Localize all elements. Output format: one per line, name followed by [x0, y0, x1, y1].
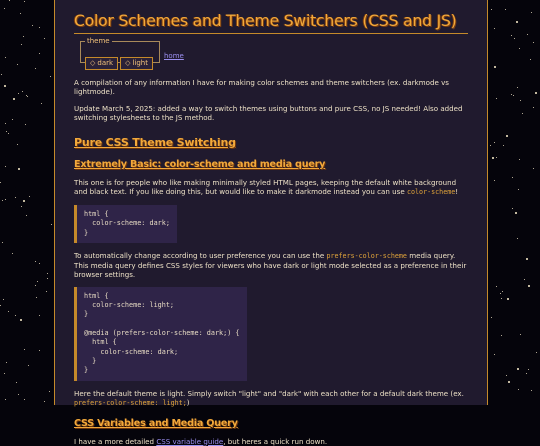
star	[5, 399, 6, 400]
star	[50, 76, 51, 77]
star	[494, 180, 495, 181]
star	[520, 334, 521, 335]
star	[519, 48, 520, 49]
paragraph-prefers-color-scheme	[74, 251, 468, 279]
star	[508, 381, 510, 383]
star	[41, 103, 42, 104]
text: I have a more detailed	[74, 436, 157, 446]
star	[20, 319, 22, 321]
star	[515, 212, 517, 214]
star	[15, 197, 16, 198]
star	[39, 53, 40, 54]
star	[39, 27, 40, 28]
star	[29, 196, 30, 197]
star	[22, 91, 23, 92]
star	[518, 389, 519, 390]
star	[20, 13, 21, 14]
paragraph-variables	[74, 437, 468, 446]
star	[49, 391, 50, 392]
star	[2, 200, 3, 201]
light-theme-label: light	[132, 59, 148, 67]
star	[492, 157, 494, 159]
star	[1, 74, 2, 75]
star	[506, 375, 507, 376]
text: Here the default theme is light. Simply switch "light" and "dark" with each other for a default dark theme (ex.	[74, 388, 464, 398]
star	[2, 242, 3, 243]
star	[35, 285, 36, 286]
star	[6, 131, 7, 132]
star	[531, 390, 532, 391]
star	[519, 159, 520, 160]
star	[494, 142, 495, 143]
star	[4, 373, 5, 374]
subheading-basic: Extremely Basic: color-scheme and media query	[74, 159, 326, 170]
star	[517, 87, 518, 88]
star	[502, 291, 503, 292]
star	[501, 335, 502, 336]
star	[496, 286, 497, 287]
star	[44, 401, 45, 402]
star	[535, 92, 537, 94]
star	[24, 349, 25, 350]
star	[505, 9, 506, 10]
star	[4, 8, 5, 9]
star	[3, 299, 4, 300]
star	[4, 85, 6, 87]
star	[17, 64, 18, 65]
main-content	[54, 0, 488, 446]
star	[512, 208, 513, 209]
star	[530, 59, 531, 60]
star	[24, 1, 25, 2]
star	[18, 168, 20, 170]
star	[32, 25, 33, 26]
star	[35, 261, 36, 262]
star	[16, 382, 17, 383]
star	[491, 317, 492, 318]
star	[5, 123, 6, 124]
star	[23, 36, 24, 37]
star	[37, 281, 38, 282]
star	[46, 291, 47, 292]
text: !	[455, 187, 459, 196]
star	[526, 373, 527, 374]
star	[21, 44, 22, 45]
star	[496, 98, 497, 99]
star	[25, 124, 26, 125]
star	[503, 145, 504, 146]
text: , but heres a quick run down.	[223, 436, 328, 446]
star	[5, 166, 6, 167]
dark-theme-label: dark	[97, 59, 114, 67]
star	[501, 298, 502, 299]
star	[13, 98, 15, 100]
star	[5, 199, 6, 200]
star	[24, 399, 25, 400]
star	[8, 311, 9, 312]
diamond-icon: ◇	[90, 59, 96, 67]
star	[8, 133, 9, 134]
star	[39, 350, 40, 351]
text: This one is for people who like making minimally styled HTML pages, keeping the default white background and black text. If you like doing this, but would like to make it darkmode instead you can use	[74, 178, 457, 196]
star	[9, 0, 10, 1]
star	[51, 224, 52, 225]
star	[47, 278, 48, 279]
star	[490, 145, 491, 146]
star	[517, 368, 519, 370]
code-block: html { color-scheme: light; } @media (prefers-color-scheme: dark;) { html { color-scheme: dark; } }	[74, 287, 247, 381]
text: To automatically change according to user preference you can use the	[74, 250, 327, 260]
diamond-icon: ◇	[125, 59, 131, 67]
star	[536, 352, 537, 353]
star	[15, 315, 16, 316]
star	[17, 144, 18, 145]
dark-theme-button[interactable]	[85, 57, 118, 70]
star	[512, 177, 513, 178]
star	[47, 273, 48, 274]
text: )	[186, 397, 190, 407]
paragraph-color-scheme	[74, 178, 468, 197]
star	[12, 119, 13, 120]
star	[39, 315, 40, 316]
star	[491, 9, 492, 10]
star	[517, 238, 518, 239]
star	[18, 93, 19, 94]
star	[533, 168, 534, 169]
star	[0, 182, 1, 183]
star	[507, 298, 509, 300]
star	[511, 35, 512, 36]
star	[528, 285, 530, 287]
star	[533, 42, 534, 43]
star	[28, 365, 29, 366]
star	[23, 200, 25, 202]
theme-legend: theme	[87, 37, 110, 45]
inline-code: color-scheme	[406, 188, 456, 196]
star	[524, 279, 525, 280]
home-link[interactable]: home	[164, 52, 184, 60]
light-theme-button[interactable]	[120, 57, 153, 70]
inline-code: prefers-color-scheme	[326, 251, 407, 260]
star	[500, 293, 501, 294]
star	[18, 394, 19, 395]
star	[528, 369, 529, 370]
section-heading-pure-css: Pure CSS Theme Switching	[74, 136, 236, 149]
text: media query. This media query defines CSS styles for viewers who have dark or light mode selected as a preference in their browser settings.	[74, 250, 467, 279]
star	[518, 189, 519, 190]
star	[531, 12, 532, 13]
code-block: html { color-scheme: dark; }	[74, 205, 177, 243]
star	[516, 21, 518, 23]
star	[12, 253, 13, 254]
star	[533, 107, 534, 108]
star	[39, 263, 40, 264]
css-variable-guide-link[interactable]: CSS variable guide	[156, 436, 224, 446]
star	[526, 258, 528, 260]
star	[494, 28, 495, 29]
star	[44, 38, 45, 39]
update-paragraph: Update March 5, 2025: added a way to switch themes using buttons and pure CSS, no JS needed! Also added switching stylesheets to the JS method.	[74, 104, 463, 122]
inline-code: prefers-color-scheme: light;	[74, 398, 187, 407]
page-title: Color Schemes and Theme Switchers (CSS and JS)	[74, 12, 468, 34]
star	[21, 206, 22, 207]
star	[496, 157, 497, 158]
theme-switcher	[80, 37, 160, 67]
star	[506, 135, 508, 137]
star	[35, 68, 36, 69]
star	[522, 113, 523, 114]
star	[5, 57, 6, 58]
star	[513, 95, 514, 96]
star	[527, 34, 528, 35]
theme-toolbar	[74, 38, 468, 78]
star	[520, 100, 521, 101]
star	[36, 297, 37, 298]
subheading-css-variables: CSS Variables and Media Query	[74, 417, 238, 429]
star	[494, 66, 496, 68]
star	[26, 215, 27, 216]
star	[0, 305, 1, 306]
intro-paragraph: A compilation of any information I have for making color schemes and theme switchers (ex. darkmode vs lightmode).	[74, 78, 449, 96]
star	[6, 362, 7, 363]
star	[494, 354, 495, 355]
star	[514, 38, 515, 39]
star	[27, 96, 28, 97]
paragraph-default-theme	[74, 389, 468, 408]
